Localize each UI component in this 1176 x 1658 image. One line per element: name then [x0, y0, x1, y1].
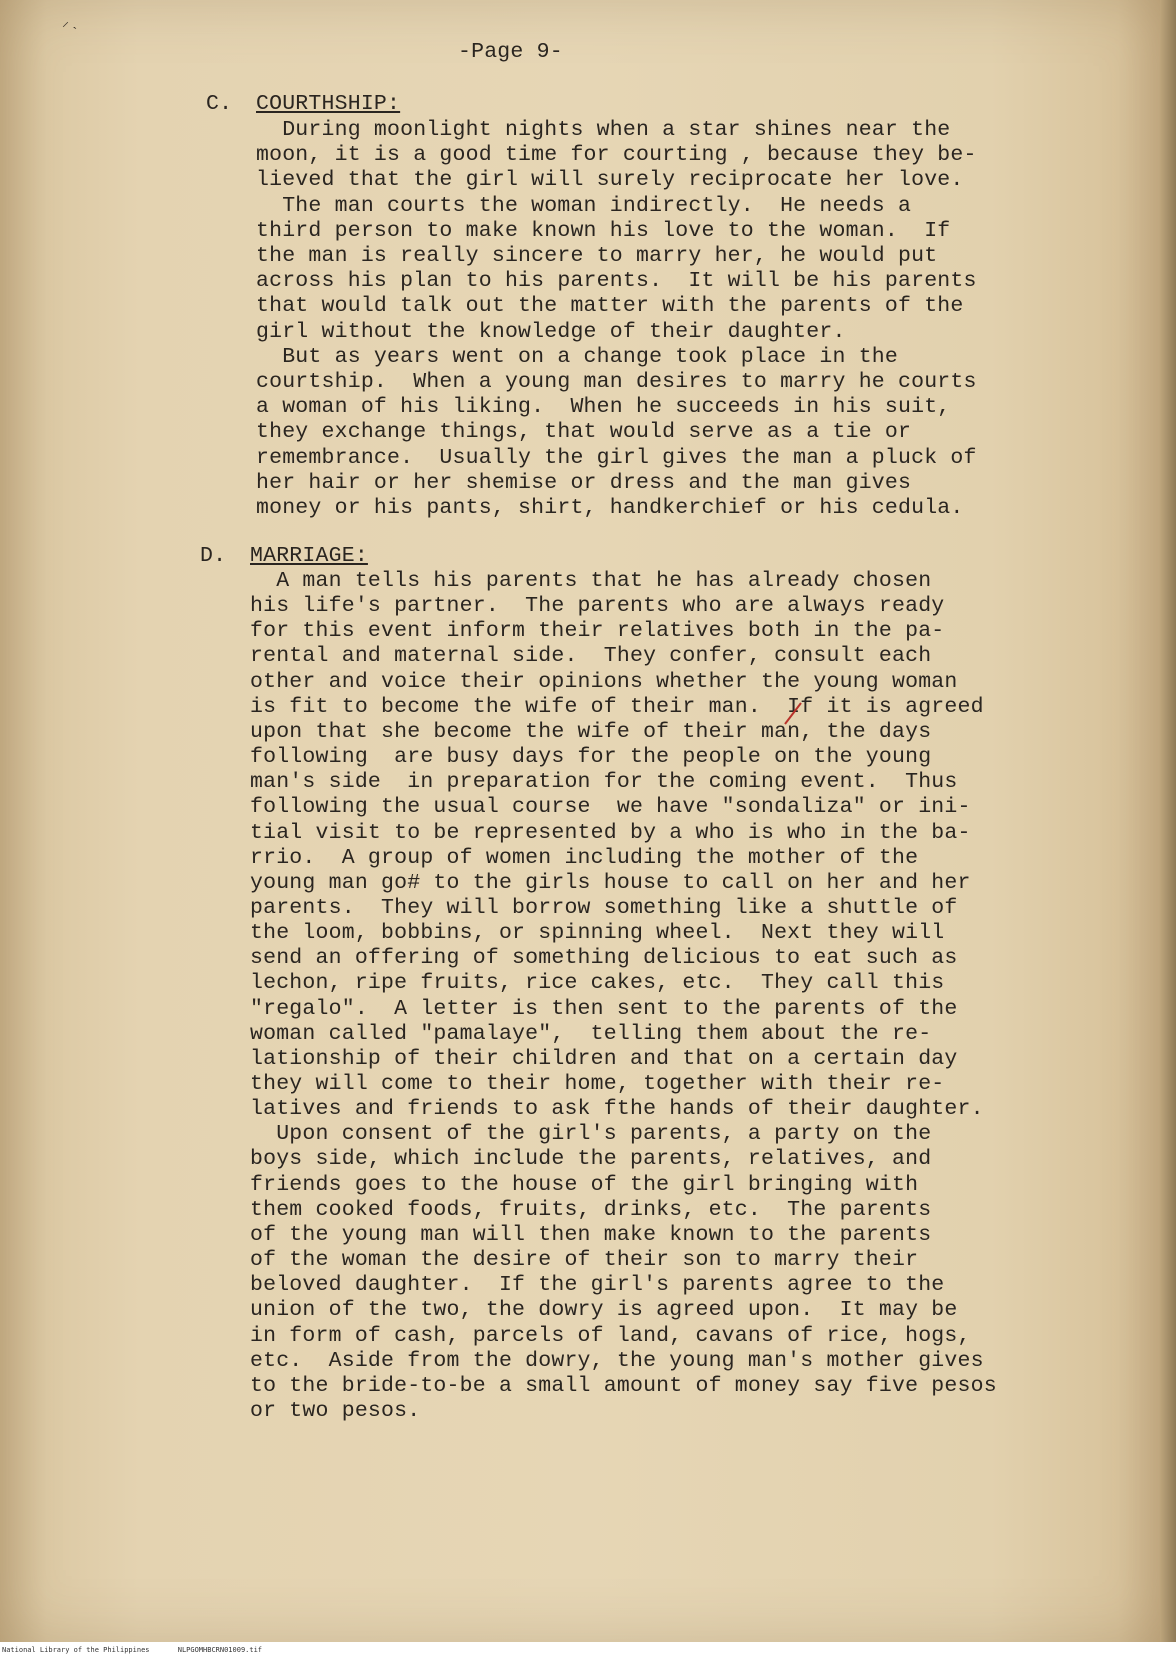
text-line: During moonlight nights when a star shines near the	[256, 118, 951, 142]
text-line: the man is really sincere to marry her, he would put	[256, 244, 938, 268]
text-line: third person to make known his love to the woman. If	[256, 218, 951, 243]
text-line: for this event inform their relatives both in the pa-	[250, 619, 945, 644]
text-line: his life's partner. The parents who are always ready	[250, 594, 945, 619]
section-c-letter: C.	[206, 92, 233, 116]
text-line: lechon, ripe fruits, rice cakes, etc. They call this	[250, 971, 945, 996]
text-line: Upon consent of the girl's parents, a party on the	[250, 1122, 932, 1147]
text-line: woman called "pamalaye", telling them about the re-	[250, 1021, 932, 1046]
text-line: following are busy days for the people on the young	[250, 745, 932, 770]
footer-file: NLPGOMHBCRN01009.tif	[177, 1646, 263, 1654]
page-binding-edge	[1160, 0, 1176, 1642]
footer-library: National Library of the Philippines	[2, 1646, 150, 1654]
text-line: her hair or her shemise or dress and the man gives	[256, 470, 912, 495]
text-line: courtship. When a young man desires to marry he courts	[256, 370, 977, 394]
text-line: they exchange things, that would serve as a tie or	[256, 420, 912, 445]
text-line: to the bride-to-be a small amount of money say five pesos	[250, 1373, 997, 1398]
text-line: send an offering of something delicious to eat such as	[250, 946, 958, 971]
text-line: moon, it is a good time for courting , because they be-	[256, 143, 977, 168]
text-line: remembrance. Usually the girl gives the man a pluck of	[256, 445, 977, 470]
page-number: -Page 9-	[458, 40, 563, 64]
text-line: man's side in preparation for the coming event. Thus	[250, 770, 958, 795]
text-line: beloved daughter. If the girl's parents agree to the	[250, 1273, 945, 1298]
text-line: across his plan to his parents. It will be his parents	[256, 269, 977, 294]
text-line: girl without the knowledge of their daughter.	[256, 319, 846, 344]
section-c-heading: COURTHSHIP:	[256, 92, 401, 116]
text-line: tial visit to be represented by a who is who in the ba-	[250, 820, 971, 845]
text-line: young man go# to the girls house to call on her and her	[250, 870, 971, 895]
text-line: them cooked foods, fruits, drinks, etc. The parents	[250, 1197, 932, 1222]
text-line: upon that she become the wife of their man, the days	[250, 719, 932, 744]
text-line: The man courts the woman indirectly. He needs a	[256, 193, 912, 218]
text-line: is fit to become the wife of their man. If it is agreed	[250, 694, 984, 719]
text-line: rental and maternal side. They confer, consult each	[250, 644, 932, 669]
text-line: etc. Aside from the dowry, the young man's mother gives	[250, 1348, 984, 1373]
text-line: latives and friends to ask fthe hands of their daughter.	[250, 1097, 984, 1122]
text-line: of the young man will then make known to the parents	[250, 1222, 932, 1247]
text-line: rrio. A group of women including the mother of the	[250, 845, 919, 870]
scan-footer	[0, 1642, 1176, 1658]
text-line: of the woman the desire of their son to marry their	[250, 1248, 919, 1273]
text-line: boys side, which include the parents, relatives, and	[250, 1147, 932, 1172]
text-line: in form of cash, parcels of land, cavans of rice, hogs,	[250, 1323, 971, 1348]
text-line: parents. They will borrow something like a shuttle of	[250, 895, 958, 920]
text-line: money or his pants, shirt, handkerchief or his cedula.	[256, 496, 964, 520]
scan-speck: ⸝ ˏ	[62, 15, 78, 30]
text-line: a woman of his liking. When he succeeds in his suit,	[256, 395, 951, 420]
section-d-letter: D.	[200, 544, 227, 568]
text-line: they will come to their home, together with their re-	[250, 1072, 945, 1096]
text-line: lationship of their children and that on a certain day	[250, 1046, 958, 1071]
text-line: A man tells his parents that he has already chosen	[250, 569, 932, 593]
text-line: But as years went on a change took place in the	[256, 344, 899, 369]
text-line: following the usual course we have "sondaliza" or ini-	[250, 795, 971, 820]
text-line: lieved that the girl will surely reciprocate her love.	[256, 168, 964, 193]
text-line: or two pesos.	[250, 1398, 421, 1423]
text-line: the loom, bobbins, or spinning wheel. Next they will	[250, 921, 945, 946]
text-line: "regalo". A letter is then sent to the parents of the	[250, 996, 958, 1021]
text-line: that would talk out the matter with the parents of the	[256, 294, 964, 319]
text-line: friends goes to the house of the girl bringing with	[250, 1172, 919, 1197]
red-pen-check-mark	[783, 700, 803, 728]
text-line: other and voice their opinions whether the young woman	[250, 669, 958, 694]
section-d-heading: MARRIAGE:	[250, 544, 368, 568]
text-line: union of the two, the dowry is agreed upon. It may be	[250, 1298, 958, 1323]
